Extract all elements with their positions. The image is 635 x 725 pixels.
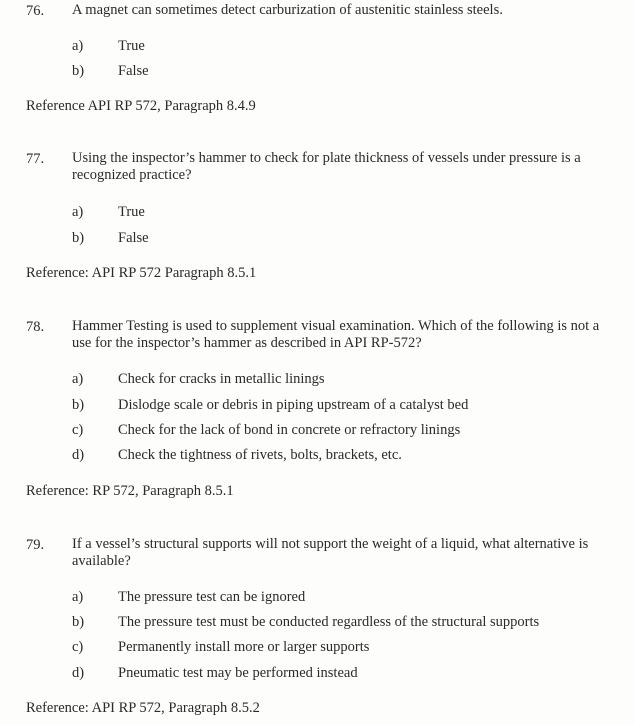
option-letter: c) <box>72 422 84 438</box>
option-text: True <box>118 204 145 220</box>
option-79-d[interactable] <box>0 664 635 682</box>
option-letter: a) <box>72 371 84 387</box>
option-text: True <box>118 38 145 54</box>
question-number: 78. <box>26 319 45 335</box>
option-78-d[interactable] <box>0 446 635 464</box>
option-76-b[interactable] <box>0 62 635 80</box>
option-letter: a) <box>72 589 84 605</box>
option-letter: a) <box>72 204 84 220</box>
option-text: Pneumatic test may be performed instead <box>118 665 358 681</box>
option-text: Permanently install more or larger supports <box>118 639 370 655</box>
question-number: 77. <box>26 151 45 167</box>
question-number: 79. <box>26 537 45 553</box>
option-letter: d) <box>72 447 85 463</box>
reference-79: Reference: API RP 572, Paragraph 8.5.2 <box>26 700 260 716</box>
option-letter: b) <box>72 397 85 413</box>
reference-77: Reference: API RP 572 Paragraph 8.5.1 <box>26 265 257 281</box>
option-text: Check the tightness of rivets, bolts, brackets, etc. <box>118 447 402 463</box>
option-letter: b) <box>72 614 85 630</box>
question-text: If a vessel’s structural supports will not support the weight of a liquid, what alternative is available? <box>72 536 589 569</box>
option-78-b[interactable] <box>0 396 635 414</box>
option-79-b[interactable] <box>0 613 635 631</box>
option-letter: d) <box>72 665 85 681</box>
option-letter: b) <box>72 63 85 79</box>
question-text: Using the inspector’s hammer to check for plate thickness of vessels under pressure is a recognized practice? <box>72 150 581 183</box>
option-text: The pressure test must be conducted regardless of the structural supports <box>118 614 540 630</box>
option-text: The pressure test can be ignored <box>118 589 306 605</box>
question-text: Hammer Testing is used to supplement visual examination. Which of the following is not a use for the inspector’s hammer as described in API RP-572? <box>72 318 600 351</box>
option-76-a[interactable] <box>0 37 635 55</box>
option-text: Check for the lack of bond in concrete or refractory linings <box>118 422 461 438</box>
option-79-c[interactable] <box>0 638 635 656</box>
option-letter: c) <box>72 639 84 655</box>
question-text: A magnet can sometimes detect carburization of austenitic stainless steels. <box>72 2 503 18</box>
option-79-a[interactable] <box>0 588 635 606</box>
option-letter: a) <box>72 38 84 54</box>
reference-76: Reference API RP 572, Paragraph 8.4.9 <box>26 98 256 114</box>
option-77-a[interactable] <box>0 203 635 221</box>
option-78-c[interactable] <box>0 421 635 439</box>
option-78-a[interactable] <box>0 370 635 388</box>
option-77-b[interactable] <box>0 229 635 247</box>
option-text: False <box>118 230 149 246</box>
reference-78: Reference: RP 572, Paragraph 8.5.1 <box>26 483 234 499</box>
option-letter: b) <box>72 230 85 246</box>
question-number: 76. <box>26 3 45 19</box>
option-text: Check for cracks in metallic linings <box>118 371 325 387</box>
option-text: False <box>118 63 149 79</box>
option-text: Dislodge scale or debris in piping upstream of a catalyst bed <box>118 397 469 413</box>
